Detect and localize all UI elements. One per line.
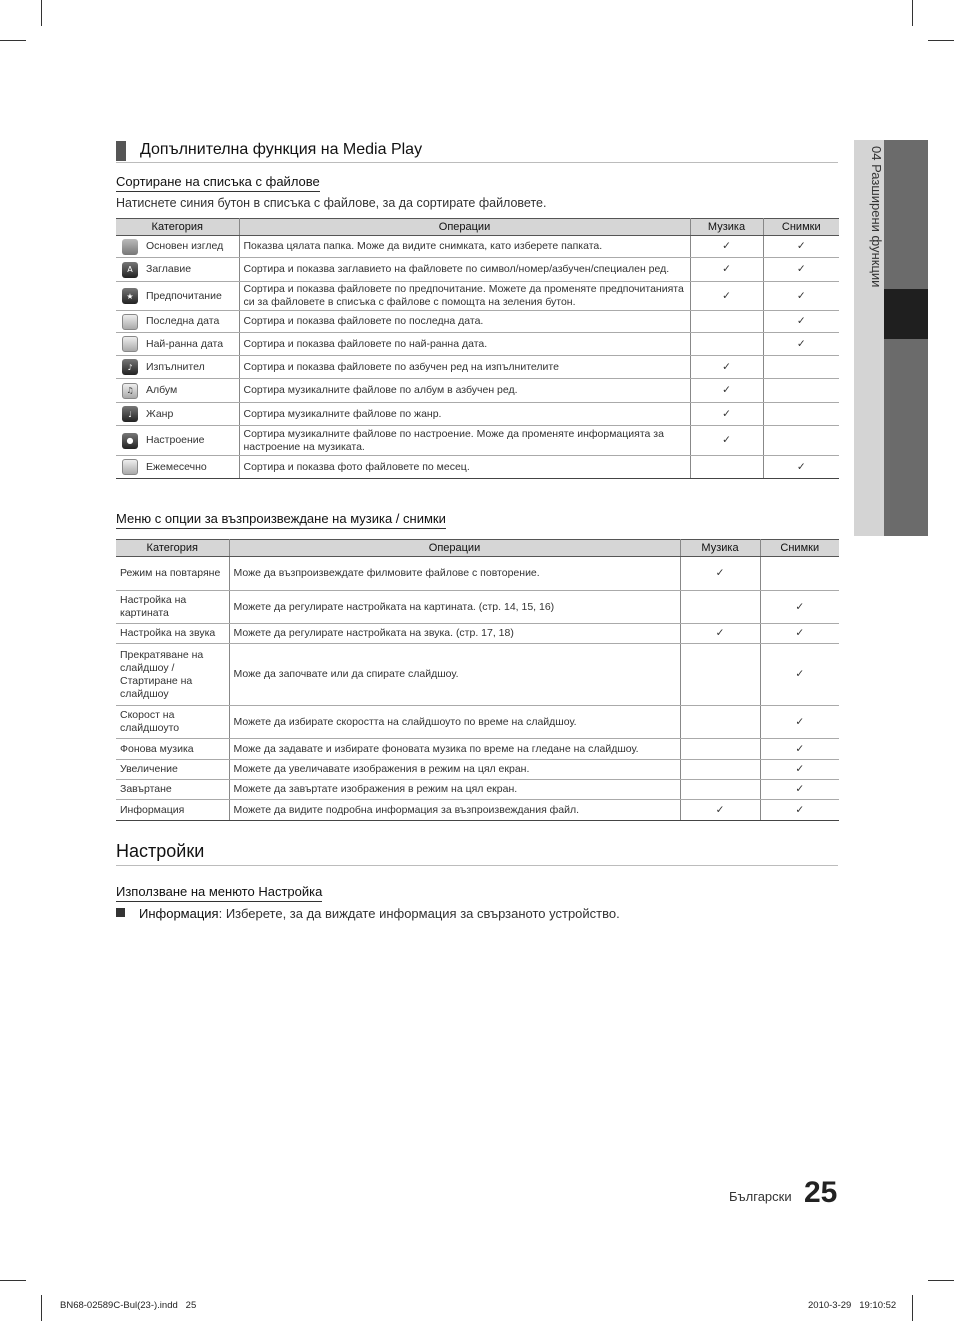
operation-text: Сортира и показва файловете по азбучен ред на изпълнителите bbox=[239, 356, 690, 379]
table-row bbox=[116, 706, 839, 739]
music-check bbox=[690, 311, 763, 333]
category-label: Предпочитание bbox=[146, 289, 222, 302]
folder-icon bbox=[122, 239, 138, 255]
photo-check: ✓ bbox=[763, 333, 839, 356]
category-label: Настроение bbox=[146, 434, 205, 446]
music-check bbox=[680, 591, 760, 624]
table-row bbox=[116, 311, 839, 333]
category-label: Режим на повтаряне bbox=[116, 557, 229, 591]
chapter-tab-marker bbox=[884, 289, 928, 339]
print-file-info: BN68-02589C-Bul(23-).indd 25 bbox=[60, 1300, 197, 1311]
photo-check: ✓ bbox=[760, 706, 839, 739]
music-check bbox=[680, 780, 760, 800]
photo-check: ✓ bbox=[760, 800, 839, 821]
bullet-text: : Изберете, за да виждате информация за свързаното устройство. bbox=[218, 906, 620, 921]
music-check: ✓ bbox=[690, 236, 763, 258]
operation-text: Можете да избирате скоростта на слайдшоуто по време на слайдшоу. bbox=[229, 706, 680, 739]
crop-mark bbox=[41, 0, 42, 26]
music-check: ✓ bbox=[690, 403, 763, 426]
table-row bbox=[116, 258, 839, 282]
photo-check: ✓ bbox=[763, 456, 839, 479]
mood-icon: ● bbox=[122, 433, 138, 449]
settings-bullet bbox=[116, 906, 620, 921]
table-row bbox=[116, 333, 839, 356]
crop-mark bbox=[912, 0, 913, 26]
category-label: Заглавие bbox=[146, 263, 192, 275]
music-check bbox=[680, 706, 760, 739]
footer-language: Български bbox=[729, 1189, 792, 1204]
category-label: Основен изглед bbox=[146, 240, 224, 252]
print-date-info: 2010-3-29 19:10:52 bbox=[808, 1300, 897, 1311]
table-row bbox=[116, 624, 839, 644]
operation-text: Сортира и показва файловете по последна дата. bbox=[239, 311, 690, 333]
options-table-header bbox=[116, 540, 839, 557]
crop-mark bbox=[912, 1295, 913, 1321]
column-header: Музика bbox=[690, 219, 763, 236]
operation-text: Сортира и показва файловете по най-ранна дата. bbox=[239, 333, 690, 356]
genre-icon: ♩ bbox=[122, 406, 138, 422]
photo-check bbox=[763, 379, 839, 403]
category-label: Информация bbox=[116, 800, 229, 821]
photo-check: ✓ bbox=[760, 644, 839, 706]
operation-text: Показва цялата папка. Може да видите снимката, като изберете папката. bbox=[239, 236, 690, 258]
category-label: Увеличение bbox=[116, 760, 229, 780]
table-row bbox=[116, 236, 839, 258]
operation-text: Можете да регулирате настройката на звука. (стр. 17, 18) bbox=[229, 624, 680, 644]
category-label: Скорост на слайдшоуто bbox=[116, 706, 229, 739]
table-row bbox=[116, 426, 839, 456]
operation-text: Сортира и показва заглавието на файловете по символ/номер/азбучен/специален ред. bbox=[239, 258, 690, 282]
table-row bbox=[116, 760, 839, 780]
photo-check bbox=[763, 403, 839, 426]
music-check bbox=[680, 739, 760, 760]
operation-text: Може да задавате и избирате фоновата музика по време на гледане на слайдшоу. bbox=[229, 739, 680, 760]
category-label: Албум bbox=[146, 384, 178, 396]
photo-check: ✓ bbox=[763, 258, 839, 282]
page-number: 25 bbox=[804, 1176, 838, 1209]
artist-icon: ♪ bbox=[122, 359, 138, 375]
photo-check: ✓ bbox=[760, 760, 839, 780]
category-label: Последна дата bbox=[146, 315, 220, 327]
operation-text: Може да започвате или да спирате слайдшоу. bbox=[229, 644, 680, 706]
photo-check bbox=[760, 557, 839, 591]
category-label: Завъртане bbox=[116, 780, 229, 800]
chapter-label: 04 Разширени функции bbox=[869, 146, 884, 288]
table-row bbox=[116, 403, 839, 426]
title-icon: A bbox=[122, 262, 138, 278]
music-check bbox=[690, 456, 763, 479]
music-check: ✓ bbox=[690, 379, 763, 403]
music-check: ✓ bbox=[690, 282, 763, 311]
music-check: ✓ bbox=[680, 557, 760, 591]
column-header: Категория bbox=[116, 540, 229, 557]
sort-intro: Натиснете синия бутон в списъка с файлове, за да сортирате файловете. bbox=[116, 196, 547, 210]
operation-text: Сортира музикалните файлове по жанр. bbox=[239, 403, 690, 426]
operation-text: Можете да видите подробна информация за възпроизвеждания файл. bbox=[229, 800, 680, 821]
operation-text: Сортира музикалните файлове по албум в азбучен ред. bbox=[239, 379, 690, 403]
music-check bbox=[690, 333, 763, 356]
category-label: Прекратяване на слайдшоу / Стартиране на слайдшоу bbox=[116, 644, 229, 706]
crop-mark bbox=[928, 40, 954, 41]
operation-text: Сортира музикалните файлове по настроение. Може да променяте информацията за настроение на музиката. bbox=[239, 426, 690, 456]
music-check: ✓ bbox=[680, 800, 760, 821]
music-check: ✓ bbox=[680, 624, 760, 644]
crop-mark bbox=[41, 1295, 42, 1321]
operation-text: Сортира и показва файловете по предпочитание. Можете да променяте предпочитанията си за файловете в списъка с файлове с помощта на зеления бутон. bbox=[239, 282, 690, 311]
crop-mark bbox=[0, 1280, 26, 1281]
star-icon: ★ bbox=[122, 288, 138, 304]
calendar-7-icon bbox=[122, 459, 138, 475]
category-label: Настройка на звука bbox=[116, 624, 229, 644]
table-row bbox=[116, 282, 839, 311]
table-row bbox=[116, 379, 839, 403]
photo-check: ✓ bbox=[763, 236, 839, 258]
table-row bbox=[116, 739, 839, 760]
section-title-text: Допълнителна функция на Media Play bbox=[140, 141, 423, 158]
photo-check: ✓ bbox=[760, 780, 839, 800]
music-check: ✓ bbox=[690, 258, 763, 282]
sort-table bbox=[116, 218, 839, 479]
crop-mark bbox=[0, 40, 26, 41]
table-row bbox=[116, 644, 839, 706]
operation-text: Можете да увеличавате изображения в режим на цял екран. bbox=[229, 760, 680, 780]
bullet-term: Информация bbox=[139, 906, 219, 921]
calendar-30-icon bbox=[122, 314, 138, 330]
calendar-1-icon bbox=[122, 336, 138, 352]
photo-check: ✓ bbox=[763, 311, 839, 333]
crop-mark bbox=[928, 1280, 954, 1281]
photo-check: ✓ bbox=[760, 624, 839, 644]
music-check: ✓ bbox=[690, 356, 763, 379]
photo-check bbox=[763, 356, 839, 379]
settings-title bbox=[116, 841, 838, 866]
settings-title-text: Настройки bbox=[116, 841, 205, 861]
music-check: ✓ bbox=[690, 426, 763, 456]
operation-text: Можете да завъртате изображения в режим на цял екран. bbox=[229, 780, 680, 800]
column-header: Снимки bbox=[763, 219, 839, 236]
table-row bbox=[116, 356, 839, 379]
category-label: Настройка на картината bbox=[116, 591, 229, 624]
category-label: Жанр bbox=[146, 407, 174, 420]
bullet-square-icon bbox=[116, 908, 125, 917]
category-label: Ежемесечно bbox=[146, 460, 207, 473]
options-table bbox=[116, 539, 839, 821]
photo-check bbox=[763, 426, 839, 456]
album-icon: ♫ bbox=[122, 383, 138, 399]
section-title-bar bbox=[116, 141, 126, 161]
operation-text: Може да възпроизвеждате филмовите файлове с повторение. bbox=[229, 557, 680, 591]
column-header: Категория bbox=[116, 219, 239, 236]
category-label: Фонова музика bbox=[116, 739, 229, 760]
photo-check: ✓ bbox=[763, 282, 839, 311]
category-label: Най-ранна дата bbox=[146, 337, 224, 350]
table-row bbox=[116, 557, 839, 591]
table-row bbox=[116, 591, 839, 624]
operation-text: Сортира и показва фото файловете по месец. bbox=[239, 456, 690, 479]
section-title bbox=[116, 140, 838, 163]
category-label: Изпълнител bbox=[146, 360, 205, 373]
table-row bbox=[116, 800, 839, 821]
column-header: Музика bbox=[680, 540, 760, 557]
table-row bbox=[116, 456, 839, 479]
operation-text: Можете да регулирате настройката на картината. (стр. 14, 15, 16) bbox=[229, 591, 680, 624]
music-check bbox=[680, 760, 760, 780]
column-header: Снимки bbox=[760, 540, 839, 557]
music-check bbox=[680, 644, 760, 706]
settings-heading: Използване на менюто Настройка bbox=[116, 884, 322, 902]
column-header: Операции bbox=[239, 219, 690, 236]
photo-check: ✓ bbox=[760, 739, 839, 760]
table-row bbox=[116, 780, 839, 800]
column-header: Операции bbox=[229, 540, 680, 557]
sort-table-header bbox=[116, 219, 839, 236]
sort-heading: Сортиране на списъка с файлове bbox=[116, 174, 320, 192]
photo-check: ✓ bbox=[760, 591, 839, 624]
options-heading: Меню с опции за възпроизвеждане на музика / снимки bbox=[116, 511, 446, 529]
